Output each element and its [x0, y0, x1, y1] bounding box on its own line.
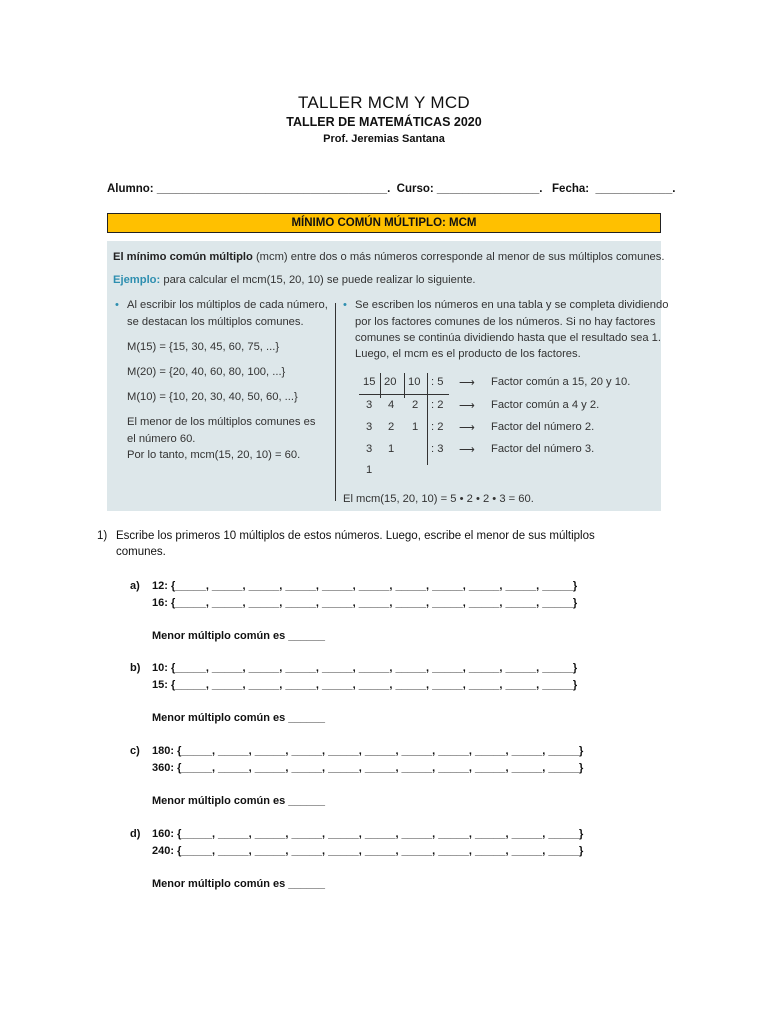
arrow-icon: ⟶ — [459, 377, 476, 389]
table-cell: 2 — [388, 421, 395, 433]
table-cell: 4 — [388, 399, 395, 411]
arrow-icon: ⟶ — [459, 422, 476, 434]
multiples-blank-row[interactable]: 180: {_____, _____, _____, _____, _____, _____, _____, _____, _____, _____, _____} — [152, 745, 584, 757]
question-text: Escribe los primeros 10 múltiplos de estos números. Luego, escribe el menor de sus múltiplos — [116, 530, 595, 542]
conclusion-line: El menor de los múltiplos comunes es — [127, 416, 316, 428]
table-cell: : 2 — [431, 421, 444, 433]
table-cell: : 2 — [431, 399, 444, 411]
result-text: El mcm(15, 20, 10) = 5 • 2 • 2 • 3 = 60. — [343, 493, 534, 505]
question-text: comunes. — [116, 546, 166, 558]
answer-blank[interactable]: Menor múltiplo común es ______ — [152, 878, 325, 890]
student-info-line[interactable]: Alumno: ____________________________________. Curso: ________________. Fecha: ____________. — [107, 183, 676, 195]
table-cell: 1 — [388, 443, 395, 455]
question-number: 1) — [97, 530, 108, 542]
table-cell: 3 — [366, 399, 373, 411]
table-cell: : 5 — [431, 376, 444, 388]
table-cell: 20 — [384, 376, 397, 388]
definition-rest: (mcm) entre dos o más números corresponde al menor de sus múltiplos comunes. — [252, 251, 665, 263]
table-rule — [427, 373, 428, 465]
table-cell: : 3 — [431, 443, 444, 455]
table-note: Factor común a 15, 20 y 10. — [491, 376, 631, 388]
item-letter: c) — [130, 745, 140, 757]
table-note: Factor común a 4 y 2. — [491, 399, 600, 411]
multiples-blank-row[interactable]: 240: {_____, _____, _____, _____, _____, _____, _____, _____, _____, _____, _____} — [152, 845, 584, 857]
explanation-box — [107, 241, 669, 511]
bullet-icon: • — [343, 299, 347, 311]
multiples-blank-row[interactable]: 160: {_____, _____, _____, _____, _____, _____, _____, _____, _____, _____, _____} — [152, 828, 584, 840]
item-letter: b) — [130, 662, 141, 674]
multiples-blank-row[interactable]: 10: {_____, _____, _____, _____, _____, _____, _____, _____, _____, _____, _____} — [152, 662, 578, 674]
conclusion-line: el número 60. — [127, 433, 196, 445]
right-bullet-line: comunes se continúa dividiendo hasta que el resultado sea 1. — [355, 332, 661, 344]
table-cell: 3 — [366, 443, 373, 455]
table-cell: 15 — [363, 376, 376, 388]
table-note: Factor del número 2. — [491, 421, 595, 433]
right-bullet-line: Luego, el mcm es el producto de los factores. — [355, 348, 581, 360]
bullet-icon: • — [115, 299, 119, 311]
item-letter: a) — [130, 580, 140, 592]
definition-bold: El mínimo común múltiplo — [113, 251, 253, 263]
multiples-blank-row[interactable]: 12: {_____, _____, _____, _____, _____, _____, _____, _____, _____, _____, _____} — [152, 580, 578, 592]
table-rule — [404, 373, 405, 398]
right-bullet-line: por los factores comunes de los números. Si no hay factores — [355, 316, 656, 328]
section-banner: MÍNIMO COMÚN MÚLTIPLO: MCM — [107, 213, 661, 233]
left-bullet-line: se destacan los múltiplos comunes. — [127, 316, 304, 328]
table-cell: 10 — [408, 376, 421, 388]
column-divider — [335, 303, 336, 501]
table-cell: 3 — [366, 421, 373, 433]
right-bullet-line: Se escriben los números en una tabla y se completa dividiendo — [355, 299, 669, 311]
arrow-icon: ⟶ — [459, 444, 476, 456]
example-label: Ejemplo: — [113, 274, 161, 286]
example-text — [113, 274, 476, 286]
multiples-10: M(10) = {10, 20, 30, 40, 50, 60, ...} — [127, 391, 298, 403]
definition-text — [113, 251, 664, 263]
arrow-icon: ⟶ — [459, 400, 476, 412]
table-rule — [380, 373, 381, 398]
answer-blank[interactable]: Menor múltiplo común es ______ — [152, 795, 325, 807]
table-cell: 1 — [412, 421, 419, 433]
multiples-blank-row[interactable]: 15: {_____, _____, _____, _____, _____, _____, _____, _____, _____, _____, _____} — [152, 679, 578, 691]
conclusion-line: Por lo tanto, mcm(15, 20, 10) = 60. — [127, 449, 301, 461]
page-title: TALLER MCM Y MCD — [298, 93, 470, 112]
example-rest: para calcular el mcm(15, 20, 10) se puede realizar lo siguiente. — [160, 274, 476, 286]
answer-blank[interactable]: Menor múltiplo común es ______ — [152, 712, 325, 724]
multiples-blank-row[interactable]: 16: {_____, _____, _____, _____, _____, _____, _____, _____, _____, _____, _____} — [152, 597, 578, 609]
multiples-20: M(20) = {20, 40, 60, 80, 100, ...} — [127, 366, 286, 378]
teacher-name: Prof. Jeremias Santana — [323, 133, 445, 145]
multiples-blank-row[interactable]: 360: {_____, _____, _____, _____, _____, _____, _____, _____, _____, _____, _____} — [152, 762, 584, 774]
answer-blank[interactable]: Menor múltiplo común es ______ — [152, 630, 325, 642]
table-cell: 2 — [412, 399, 419, 411]
multiples-15: M(15) = {15, 30, 45, 60, 75, ...} — [127, 341, 280, 353]
page-subtitle: TALLER DE MATEMÁTICAS 2020 — [286, 115, 482, 129]
table-cell: 1 — [366, 464, 373, 476]
item-letter: d) — [130, 828, 141, 840]
left-bullet-line: Al escribir los múltiplos de cada número, — [127, 299, 328, 311]
table-note: Factor del número 3. — [491, 443, 595, 455]
